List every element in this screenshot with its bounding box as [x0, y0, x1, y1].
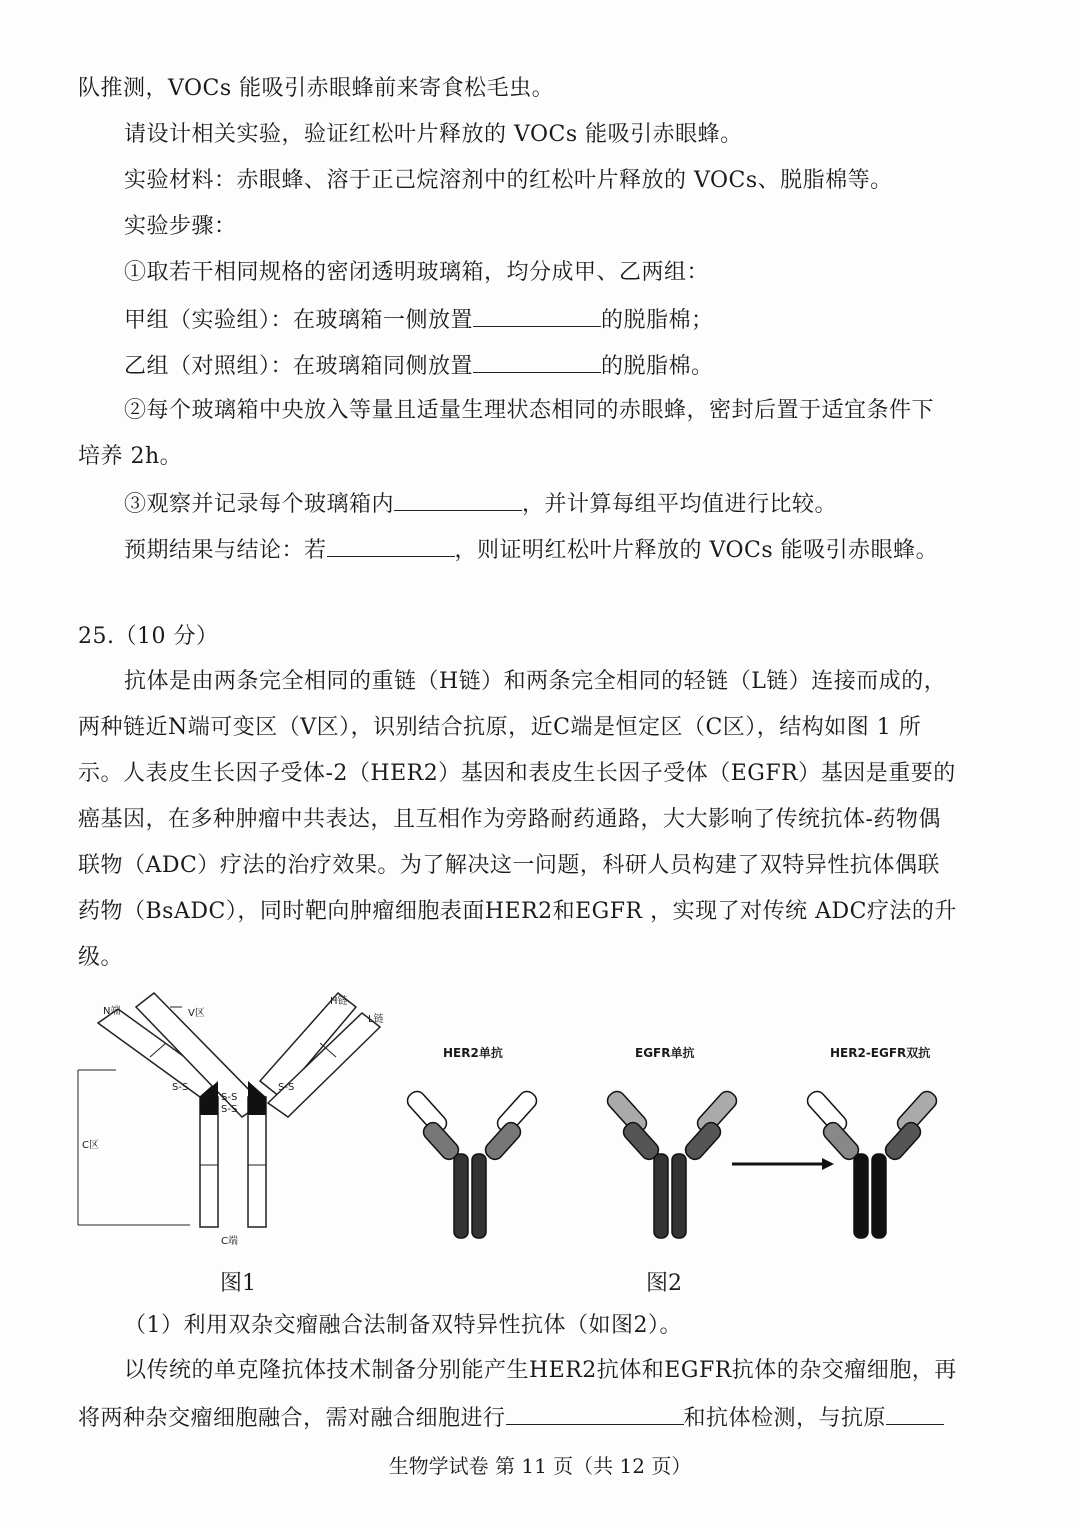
text-segment: ，则证明红松叶片释放的 VOCs 能吸引赤眼蜂。 — [454, 538, 939, 563]
text-line-with-blank — [78, 1402, 944, 1434]
text-line-with-blank — [124, 304, 714, 336]
text-line-with-blank — [124, 534, 938, 566]
answer-blank[interactable] — [473, 304, 601, 327]
answer-blank[interactable] — [886, 1402, 944, 1425]
text-segment: 和抗体检测，与抗原 — [683, 1406, 887, 1431]
hinge-right — [248, 1081, 266, 1115]
text-line: 联物（ADC）疗法的治疗效果。为了解决这一问题，科研人员构建了双特异性抗体偶联 — [78, 853, 940, 878]
text-segment: 将两种杂交瘤细胞融合，需对融合细胞进行 — [78, 1406, 506, 1431]
text-segment: ，并计算每组平均值进行比较。 — [522, 492, 838, 517]
answer-blank[interactable] — [327, 534, 455, 557]
text-line-with-blank — [124, 350, 714, 382]
text-segment: 乙组（对照组）：在玻璃箱同侧放置 — [124, 354, 474, 379]
text-line: 药物（BsADC），同时靶向肿瘤细胞表面HER2和EGFR ，实现了对传统 ADC疗法的升 — [78, 899, 957, 924]
label-c-region: C区 — [82, 1140, 99, 1151]
text-line: ②每个玻璃箱中央放入等量且适量生理状态相同的赤眼蜂，密封后置于适宜条件下 — [124, 398, 935, 423]
figure1-antibody-structure — [70, 985, 400, 1250]
figure2-caption: 图2 — [646, 1271, 682, 1296]
title-bispecific: HER2-EGFR双抗 — [830, 1046, 931, 1060]
left-heavy-stem — [200, 1097, 218, 1227]
answer-blank[interactable] — [506, 1402, 684, 1425]
sub-question: （1）利用双杂交瘤融合法制备双特异性抗体（如图2）。 — [124, 1313, 682, 1338]
label-ss-3: S-S — [172, 1082, 189, 1093]
text-segment: 的脱脂棉。 — [601, 354, 714, 379]
egfr-antibody — [604, 1088, 739, 1238]
text-line: 两种链近N端可变区（V区），识别结合抗原，近C端是恒定区（C区），结构如图 1 所 — [78, 715, 922, 740]
figure2-antibodies — [390, 1070, 990, 1245]
text-line: 抗体是由两条完全相同的重链（H链）和两条完全相同的轻链（L链）连接而成的， — [124, 669, 947, 694]
label-ss-4: S-S — [278, 1082, 295, 1093]
label-v-region: V区 — [188, 1008, 205, 1019]
title-egfr-mab: EGFR单抗 — [635, 1046, 695, 1060]
figure1-caption: 图1 — [220, 1271, 256, 1296]
text-line: 请设计相关实验，验证红松叶片释放的 VOCs 能吸引赤眼蜂。 — [124, 122, 743, 147]
answer-blank[interactable] — [394, 488, 522, 511]
title-her2-mab: HER2单抗 — [443, 1046, 503, 1060]
arrow-icon — [732, 1158, 834, 1170]
text-line: 癌基因，在多种肿瘤中共表达，且互相作为旁路耐药通路，大大影响了传统抗体-药物偶 — [78, 807, 941, 832]
text-segment: 甲组（实验组）：在玻璃箱一侧放置 — [124, 308, 474, 333]
text-segment: 预期结果与结论：若 — [124, 538, 327, 563]
label-l-chain: L链 — [368, 1014, 384, 1025]
label-ss-2: S-S — [221, 1104, 238, 1115]
page-footer: 生物学试卷 第 11 页（共 12 页） — [388, 1454, 692, 1478]
text-line-with-blank — [124, 488, 837, 520]
answer-blank[interactable] — [473, 350, 601, 373]
text-line: 级。 — [78, 945, 124, 970]
text-segment: 的脱脂棉； — [601, 308, 714, 333]
her2-antibody — [404, 1088, 539, 1238]
text-line: 培养 2h。 — [78, 444, 183, 469]
text-line: 实验材料：赤眼蜂、溶于正己烷溶剂中的红松叶片释放的 VOCs、脱脂棉等。 — [124, 168, 893, 193]
label-c-end: C端 — [221, 1236, 238, 1247]
right-heavy-stem — [248, 1097, 266, 1227]
label-n-end: N端 — [103, 1006, 121, 1017]
label-h-chain: H链 — [330, 996, 348, 1007]
text-line: 队推测，VOCs 能吸引赤眼蜂前来寄食松毛虫。 — [78, 76, 555, 101]
question-number: 25.（10 分） — [78, 624, 219, 649]
label-ss-1: S-S — [221, 1092, 238, 1103]
text-line: ①取若干相同规格的密闭透明玻璃箱，均分成甲、乙两组： — [124, 260, 710, 285]
text-line: 实验步骤： — [124, 214, 237, 239]
text-segment: ③观察并记录每个玻璃箱内 — [124, 492, 395, 517]
text-line: 示。人表皮生长因子受体-2（HER2）基因和表皮生长因子受体（EGFR）基因是重要的 — [78, 761, 956, 786]
text-line: 以传统的单克隆抗体技术制备分别能产生HER2抗体和EGFR抗体的杂交瘤细胞，再 — [124, 1358, 957, 1383]
